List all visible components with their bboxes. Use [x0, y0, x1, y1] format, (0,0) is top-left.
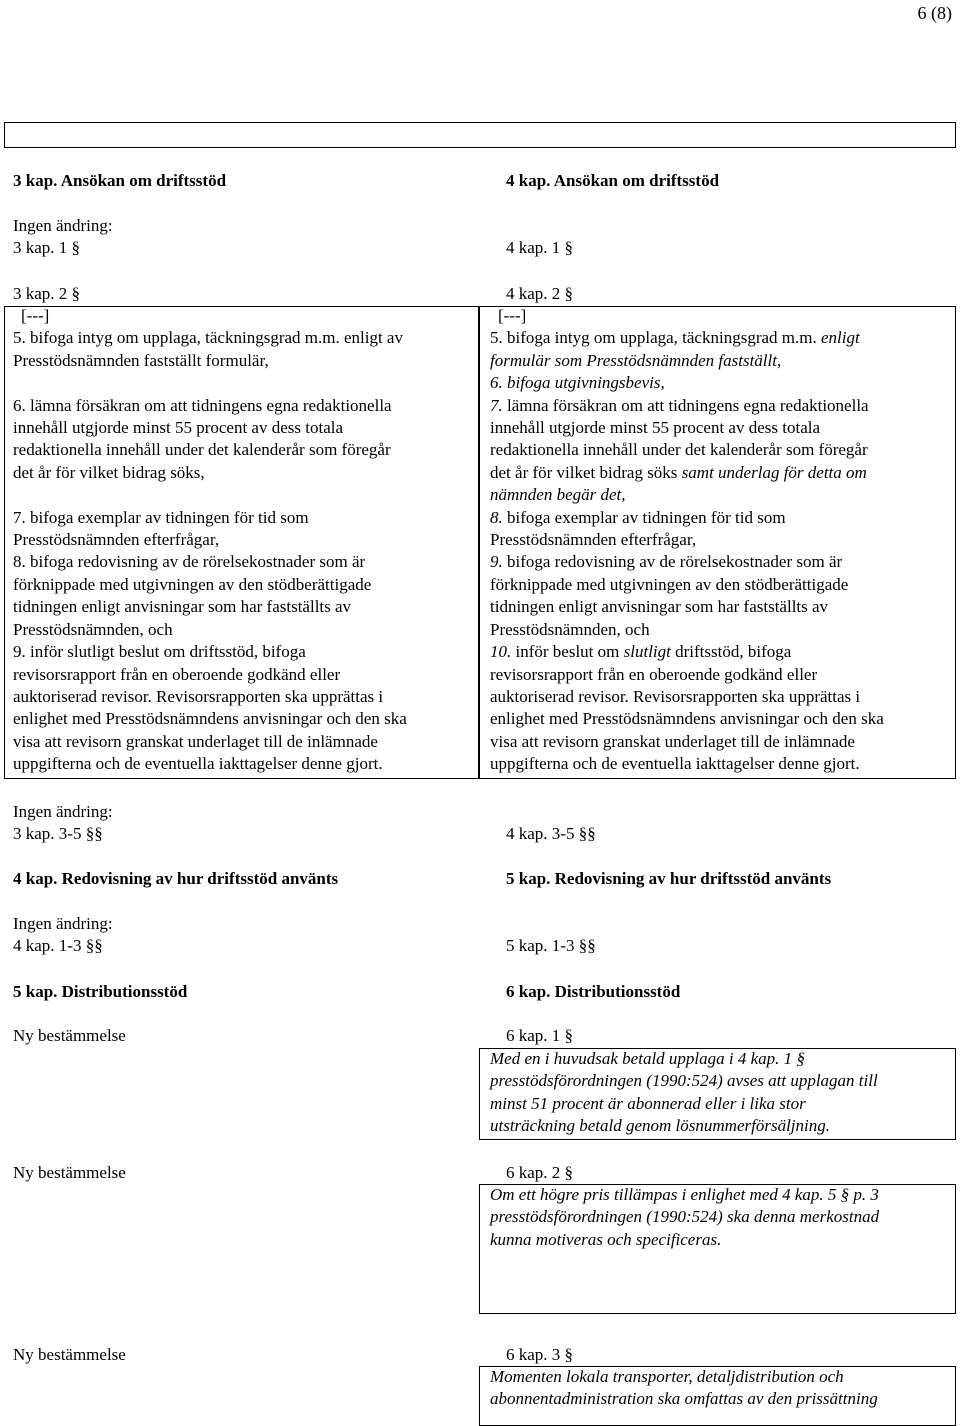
unchanged-text: visa att revisorn granskat underlaget till de inlämnade — [490, 731, 855, 751]
box-line — [490, 484, 884, 506]
right-chapter-heading: 5 kap. Redovisning av hur driftsstöd använts — [506, 869, 832, 888]
new-rule-text — [490, 1366, 878, 1411]
new-rule-label: Ny bestämmelse — [13, 1345, 126, 1364]
unchanged-text: inför beslut om — [511, 642, 624, 662]
box-line — [490, 619, 884, 641]
box-line — [490, 462, 884, 484]
box-line — [490, 731, 884, 753]
box-line: tidningen enligt anvisningar som har fastställts av — [13, 597, 352, 617]
box-line — [490, 686, 884, 708]
box-line: Presstödsnämnden, och — [13, 619, 173, 639]
left-chapter-heading: 3 kap. Ansökan om driftsstöd — [13, 171, 227, 190]
unchanged-text: bifoga exemplar av tidningen för tid som — [502, 507, 786, 527]
unchanged-text: lämna försäkran om att tidningens egna redaktionella — [502, 395, 869, 415]
box-line — [490, 574, 884, 596]
box-line — [490, 395, 884, 417]
unchanged-text: enlighet med Presstödsnämndens anvisningar och den ska — [490, 709, 884, 729]
page-number: 6 (8) — [917, 3, 952, 23]
unchanged-text: Presstödsnämnden efterfrågar, — [490, 530, 697, 550]
new-rule-line: Med en i huvudsak betald upplaga i 4 kap. 1 § — [490, 1049, 805, 1068]
new-rule-text — [490, 1048, 878, 1138]
new-rule-para-ref: 6 kap. 1 § — [506, 1026, 574, 1045]
amended-text: samt underlag för detta om — [681, 462, 867, 482]
new-rule-para-ref: 6 kap. 3 § — [506, 1345, 574, 1364]
no-change-label: Ingen ändring: — [13, 802, 113, 821]
box-line — [490, 327, 884, 349]
unchanged-text: förknippade med utgivningen av den stödberättigade — [490, 574, 849, 594]
new-rule-line: kunna motiveras och specificeras. — [490, 1229, 722, 1249]
box-line — [490, 439, 884, 461]
proposed-wording-text — [490, 305, 884, 776]
left-para-ref: 4 kap. 1-3 §§ — [13, 936, 103, 955]
unchanged-text: bifoga redovisning av de rörelsekostnader som är — [502, 552, 843, 572]
amended-text: 7. — [490, 395, 503, 415]
unchanged-text: innehåll utgjorde minst 55 procent av dess totala — [490, 418, 821, 438]
unchanged-text: det år för vilket bidrag söks — [490, 462, 682, 482]
box-line: 7. bifoga exemplar av tidningen för tid som — [13, 507, 309, 527]
box-line: redaktionella innehåll under det kalenderår som föregår — [13, 440, 391, 460]
left-para-ref: 3 kap. 3-5 §§ — [13, 824, 103, 843]
new-rule-line: Momenten lokala transporter, detaljdistribution och — [490, 1367, 844, 1386]
box-line: 5. bifoga intyg om upplaga, täckningsgrad m.m. enligt av — [13, 328, 403, 348]
box-line — [490, 596, 884, 618]
left-para-ref: 3 kap. 2 § — [13, 284, 81, 303]
box-line: det år för vilket bidrag söks, — [13, 462, 205, 482]
amended-text: 8. — [490, 507, 503, 527]
unchanged-text: driftsstöd, bifoga — [670, 642, 792, 662]
box-line — [490, 507, 884, 529]
new-rule-line: presstödsförordningen (1990:524) ska denna merkostnad — [490, 1207, 880, 1227]
box-line — [490, 372, 884, 394]
new-rule-line: minst 51 procent är abonnerad eller i lika stor — [490, 1093, 806, 1113]
box-line: Presstödsnämnden efterfrågar, — [13, 530, 220, 550]
right-para-ref: 4 kap. 3-5 §§ — [506, 824, 596, 843]
amended-text: slutligt — [623, 642, 671, 662]
box-line — [490, 529, 884, 551]
amended-text: 6. bifoga utgivningsbevis, — [490, 373, 665, 393]
box-line: innehåll utgjorde minst 55 procent av dess totala — [13, 418, 344, 438]
unchanged-text: redaktionella innehåll under det kalenderår som föregår — [490, 440, 868, 460]
box-line: 6. lämna försäkran om att tidningens egna redaktionella — [13, 395, 392, 415]
table-top-border — [4, 122, 956, 148]
no-change-label: Ingen ändring: — [13, 914, 113, 933]
amended-text: formulär som Presstödsnämnden fastställt, — [490, 350, 782, 370]
box-line — [490, 350, 884, 372]
left-chapter-heading: 4 kap. Redovisning av hur driftsstöd använts — [13, 869, 339, 888]
box-line — [13, 484, 407, 506]
box-line — [490, 708, 884, 730]
left-para-ref: 3 kap. 1 § — [13, 238, 81, 257]
box-line: enlighet med Presstödsnämndens anvisningar och den ska — [13, 709, 407, 729]
new-rule-line: abonnentadministration ska omfattas av den prissättning — [490, 1389, 878, 1409]
box-line: 8. bifoga redovisning av de rörelsekostnader som är — [13, 552, 366, 572]
unchanged-text: tidningen enligt anvisningar som har fastställts av — [490, 597, 829, 617]
amended-text: 9. — [490, 552, 503, 572]
right-chapter-heading: 4 kap. Ansökan om driftsstöd — [506, 171, 720, 190]
box-line: auktoriserad revisor. Revisorsrapporten ska upprättas i — [13, 686, 384, 706]
no-change-label: Ingen ändring: — [13, 216, 113, 235]
current-wording-text — [13, 305, 407, 776]
left-chapter-heading: 5 kap. Distributionsstöd — [13, 982, 188, 1001]
right-para-ref: 4 kap. 2 § — [506, 284, 574, 303]
box-line — [490, 753, 884, 775]
unchanged-text: revisorsrapport från en oberoende godkänd eller — [490, 664, 818, 684]
right-chapter-heading: 6 kap. Distributionsstöd — [506, 982, 681, 1001]
new-rule-para-ref: 6 kap. 2 § — [506, 1163, 574, 1182]
unchanged-text: 5. bifoga intyg om upplaga, täckningsgrad m.m. — [490, 328, 821, 348]
right-para-ref: 5 kap. 1-3 §§ — [506, 936, 596, 955]
box-line: uppgifterna och de eventuella iakttagelser denne gjort. — [13, 754, 383, 774]
box-line — [490, 551, 884, 573]
unchanged-text: [---] — [498, 306, 527, 325]
box-line: [---] — [21, 306, 50, 325]
new-rule-label: Ny bestämmelse — [13, 1163, 126, 1182]
amended-text: 10. — [490, 642, 512, 662]
unchanged-text: Presstödsnämnden, och — [490, 619, 650, 639]
new-rule-line: presstödsförordningen (1990:524) avses att upplagan till — [490, 1071, 878, 1091]
box-line: 9. inför slutligt beslut om driftsstöd, bifoga — [13, 642, 306, 662]
unchanged-text: auktoriserad revisor. Revisorsrapporten ska upprättas i — [490, 686, 861, 706]
amended-text: enligt — [820, 328, 860, 348]
new-rule-line: Om ett högre pris tillämpas i enlighet med 4 kap. 5 § p. 3 — [490, 1185, 879, 1204]
box-line: revisorsrapport från en oberoende godkänd eller — [13, 664, 341, 684]
box-line — [490, 641, 884, 663]
new-rule-line: utsträckning betald genom lösnummerförsäljning. — [490, 1116, 830, 1136]
unchanged-text: uppgifterna och de eventuella iakttagelser denne gjort. — [490, 754, 860, 774]
box-line — [13, 372, 407, 394]
box-line: Presstödsnämnden fastställt formulär, — [13, 350, 269, 370]
box-line — [490, 305, 884, 327]
box-line — [490, 417, 884, 439]
amended-text: nämnden begär det, — [490, 485, 626, 505]
box-line — [490, 664, 884, 686]
new-rule-text — [490, 1184, 879, 1251]
new-rule-label: Ny bestämmelse — [13, 1026, 126, 1045]
box-line: förknippade med utgivningen av den stödberättigade — [13, 574, 372, 594]
box-line: visa att revisorn granskat underlaget till de inlämnade — [13, 731, 378, 751]
right-para-ref: 4 kap. 1 § — [506, 238, 574, 257]
